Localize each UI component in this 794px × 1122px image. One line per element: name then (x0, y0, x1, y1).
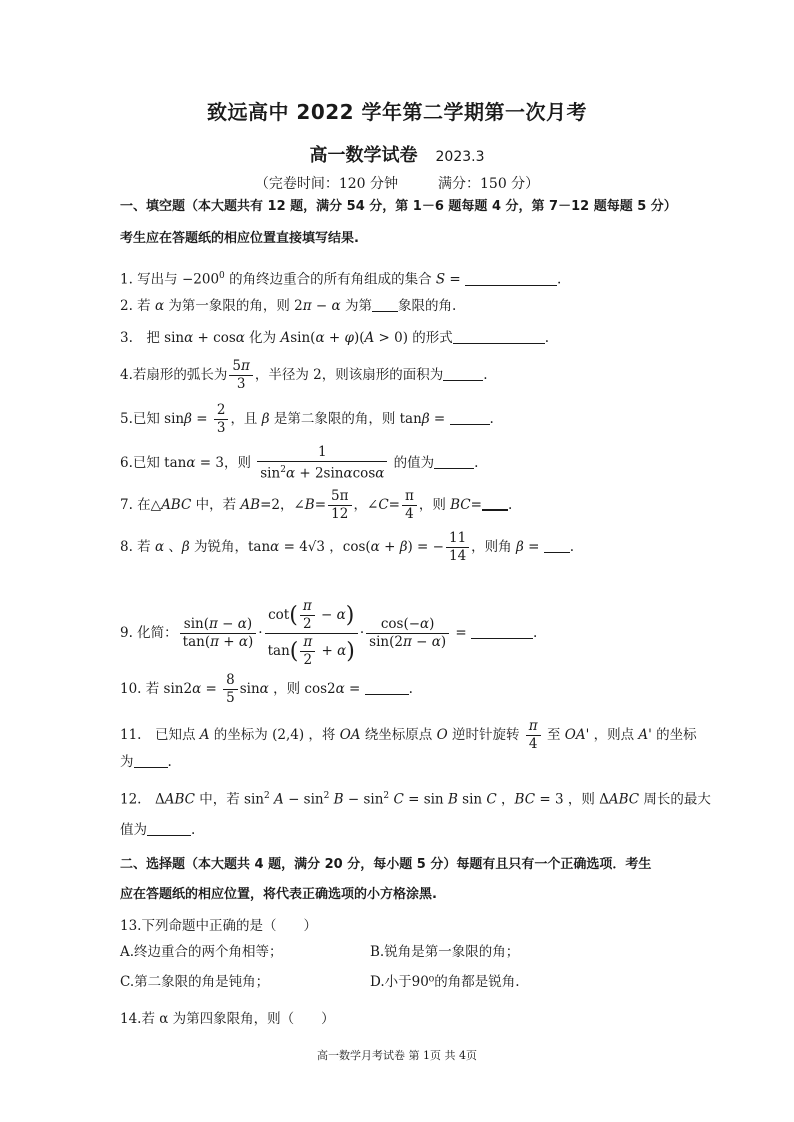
q13-option-b: B.锐角是第一象限的角； (370, 944, 520, 960)
question-1: 1. 写出与 $-200^0$ 的角终边重合的所有角组成的集合 S = . (120, 271, 562, 288)
exam-subtitle (0, 141, 794, 167)
section2-heading: 二、选择题（本大题共 4 题，满分 20 分，每小题 5 分）每题有且只有一个正确选项．考生 (120, 857, 652, 872)
question-9: 9. 化简： $\frac{\sin(\pi - \alpha)}{\tan(\pi + \alpha)}$ · cot( $\frac{\pi}{2}$ − α) tan( $\frac{\pi}{2}$ + α) · $\frac{\cos(-\alpha)}{\sin(2\pi - \alpha)}$ = . (120, 598, 538, 668)
section2-heading-cont: 应在答题纸的相应位置，将代表正确选项的小方格涂黑. (120, 887, 437, 902)
exam-info (0, 173, 794, 193)
question-13: 13.下列命题中正确的是（ ） (120, 918, 317, 934)
question-8: 8. 若 α 、β 为锐角，tanα = 4√3 ，cos(α + β) = − $\frac{11}{14}$ ，则角 β = . (120, 530, 574, 564)
q13-option-c: C.第二象限的角是钝角； (120, 974, 270, 990)
exam-title: 致远高中 2022 学年第二学期第一次月考 (206, 100, 588, 124)
section1-heading: 一、填空题（本大题共有 12 题，满分 54 分，第 1－6 题每题 4 分，第 7－12 题每题 5 分） (120, 199, 677, 214)
question-12: 12. ΔABC 中，若 $\sin^2 A - \sin^2 B - \sin^2 C = \sin B$ sin C ，BC = 3 ，则 ΔABC 周长的最大 (120, 791, 711, 808)
question-11: 11. 已知点 A 的坐标为 (2,4) ，将 OA 绕坐标原点 O 逆时针旋转 $\frac{\pi}{4}$ 至 OA' ，则点 A' 的坐标 (120, 718, 697, 752)
question-2: 2. 若 α 为第一象限的角，则 2π − α 为第 象限的角. (120, 298, 457, 314)
question-3: 3. 把 sinα + cosα 化为 Asin(α + φ)(A > 0) 的形式 . (120, 330, 550, 346)
section1-instruction: 考生应在答题纸的相应位置直接填写结果. (120, 231, 359, 246)
question-6: 6.已知 tanα = 3，则 $\frac{1}{\sin^2\alpha + 2\sin\alpha\cos\alpha}$ 的值为 . (120, 444, 479, 482)
q13-option-a: A.终边重合的两个角相等； (120, 944, 283, 960)
question-12-cont: 值为 . (120, 822, 196, 838)
question-11-cont: 为 . (120, 754, 172, 770)
question-7: 7. 在△ABC 中，若 AB=2，∠B= $\frac{5\pi}{12}$ ，∠C= $\frac{\pi}{4}$ ，则 BC= . (120, 488, 513, 522)
question-4: 4.若扇形的弧长为 $\frac{5\pi}{3}$ ，半径为 2，则该扇形的面积为 . (120, 358, 488, 392)
exam-score: 满分：150 分） (438, 176, 540, 192)
question-10: 10. 若 sin2α = $\frac{8}{5}$ sinα ，则 cos2α = . (120, 672, 413, 706)
q13-option-d: D.小于90⁰的角都是锐角. (370, 974, 520, 990)
subject-title: 高一数学试卷 (309, 145, 418, 166)
question-14: 14.若 α 为第四象限角，则（ ） (120, 1011, 335, 1027)
exam-time: （完卷时间：120 分钟 (254, 176, 398, 192)
question-5: 5.已知 sinβ = $\frac{2}{3}$ ，且 β 是第二象限的角，则 tanβ = . (120, 402, 494, 436)
page-footer: 高一数学月考试卷 第 1页 共 4页 (317, 1049, 477, 1062)
exam-date: 2023.3 (435, 149, 485, 165)
